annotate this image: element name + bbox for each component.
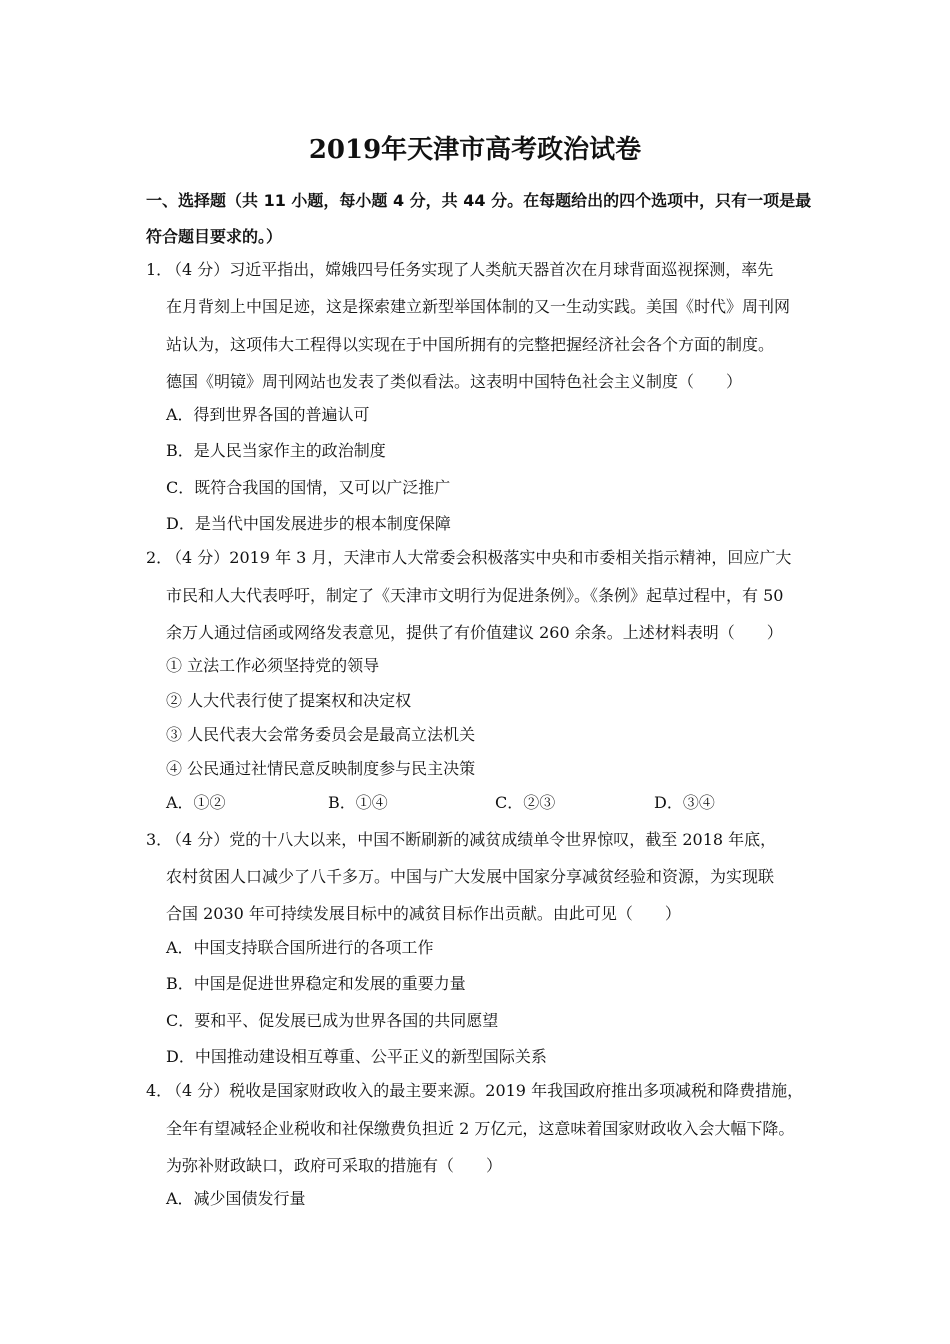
question-3-option-d: D．中国推动建设相互尊重、公平正义的新型国际关系	[166, 1047, 547, 1066]
question-1-line-4: 德国《明镜》周刊网站也发表了类似看法。这表明中国特色社会主义制度（ ）	[166, 372, 743, 391]
section-heading: 一、选择题（共 11 小题，每小题 4 分，共 44 分。在每题给出的四个选项中，只有一项是最符合题目要求的。）	[146, 191, 812, 246]
question-2-option-a: A．①②	[166, 793, 226, 812]
question-4-option-a: A．减少国债发行量	[166, 1189, 306, 1208]
question-3-option-c: C．要和平、促发展已成为世界各国的共同愿望	[166, 1011, 499, 1030]
question-1-option-d: D．是当代中国发展进步的根本制度保障	[166, 514, 451, 533]
question-1-option-a: A．得到世界各国的普遍认可	[166, 405, 370, 424]
question-2-number: 2．	[146, 548, 173, 567]
question-1-line-2: 在月背刻上中国足迹，这是探索建立新型举国体制的又一生动实践。美国《时代》周刊网	[166, 297, 791, 316]
question-2-option-c: C．②③	[495, 793, 556, 812]
question-1-line-3: 站认为，这项伟大工程得以实现在于中国所拥有的完整把握经济社会各个方面的制度。	[166, 335, 775, 354]
question-2-statement-4: ④ 公民通过社情民意反映制度参与民主决策	[166, 759, 476, 778]
question-2-statement-2: ② 人大代表行使了提案权和决定权	[166, 691, 412, 710]
question-2-statement-3: ③ 人民代表大会常务委员会是最高立法机关	[166, 725, 476, 744]
question-1-option-b: B．是人民当家作主的政治制度	[166, 441, 386, 460]
question-4-line-3: 为弥补财政缺口，政府可采取的措施有（ ）	[166, 1156, 503, 1175]
question-3-line-3: 合国 2030 年可持续发展目标中的减贫目标作出贡献。由此可见（ ）	[166, 904, 681, 923]
question-2-line-1: （4 分）2019 年 3 月，天津市人大常委会积极落实中央和市委相关指示精神，回应广大	[166, 548, 792, 567]
question-1-option-c: C．既符合我国的国情，又可以广泛推广	[166, 478, 451, 497]
question-2-statement-1: ① 立法工作必须坚持党的领导	[166, 656, 380, 675]
question-3-option-a: A．中国支持联合国所进行的各项工作	[166, 938, 434, 957]
question-2-line-2: 市民和人大代表呼吁，制定了《天津市文明行为促进条例》。《条例》起草过程中，有 50	[166, 586, 784, 605]
question-2-option-b: B．①④	[328, 793, 388, 812]
question-2-line-3: 余万人通过信函或网络发表意见，提供了有价值建议 260 余条。上述材料表明（ ）	[166, 623, 783, 642]
question-4-line-2: 全年有望减轻企业税收和社保缴费负担近 2 万亿元，这意味着国家财政收入会大幅下降。	[166, 1119, 795, 1138]
question-1-number: 1．	[146, 260, 173, 279]
question-4-number: 4．	[146, 1081, 173, 1100]
question-2-option-d: D．③④	[654, 793, 715, 812]
question-3-number: 3．	[146, 830, 173, 849]
question-3-option-b: B．中国是促进世界稳定和发展的重要力量	[166, 974, 466, 993]
question-3-line-2: 农村贫困人口减少了八千多万。中国与广大发展中国家分享减贫经验和资源，为实现联	[166, 867, 775, 886]
page-title: 2019年天津市高考政治试卷	[308, 135, 642, 165]
question-1-line-1: （4 分）习近平指出，嫦娥四号任务实现了人类航天器首次在月球背面巡视探测，率先	[166, 260, 774, 279]
question-4-line-1: （4 分）税收是国家财政收入的最主要来源。2019 年我国政府推出多项减税和降费措施，	[166, 1081, 804, 1100]
question-3-line-1: （4 分）党的十八大以来，中国不断刷新的减贫成绩单令世界惊叹，截至 2018 年底，	[166, 830, 777, 849]
